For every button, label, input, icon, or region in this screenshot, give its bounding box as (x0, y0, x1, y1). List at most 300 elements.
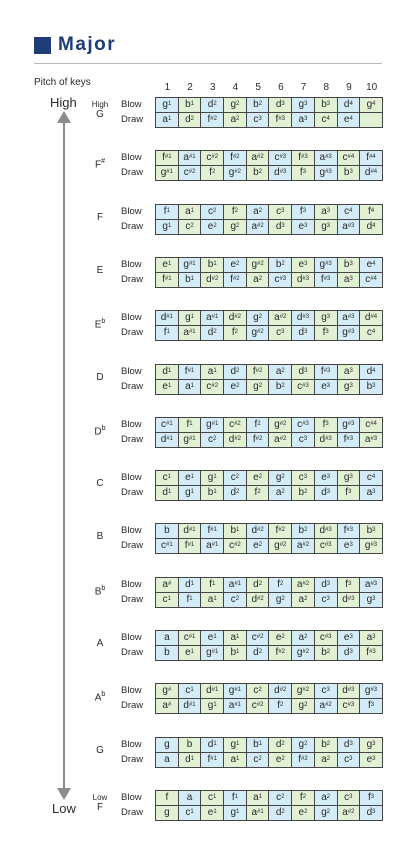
draw-note-cell: $a^{\#3}$ (360, 433, 383, 448)
draw-note-cell: $a^2$ (269, 486, 292, 501)
blow-label: Blow (121, 365, 142, 377)
draw-note-cell: $f^1$ (156, 326, 179, 341)
draw-note-cell: $d^1$ (179, 753, 202, 768)
blow-label: Blow (121, 258, 142, 270)
blow-note-cell: $g^1$ (224, 738, 247, 753)
blow-note-cell: $f^3$ (338, 578, 361, 593)
blow-note-cell: $g^3$ (338, 471, 361, 486)
blow-note-cell: $f^{\#2}$ (269, 524, 292, 539)
draw-note-cell: $c^{\#2}$ (247, 699, 270, 714)
key-letter: F (94, 159, 102, 171)
draw-note-cell: $e^3$ (360, 753, 383, 768)
pitch-of-keys-label: Pitch of keys (34, 77, 91, 88)
blow-note-cell: $a^1$ (201, 365, 224, 380)
draw-note-cell: $d^2$ (201, 326, 224, 341)
hole-number: 9 (346, 82, 352, 93)
low-label: Low (52, 801, 76, 816)
draw-note-cell (360, 113, 383, 128)
blow-note-cell: b (179, 738, 202, 753)
draw-note-cell: $f^{\#3}$ (269, 113, 292, 128)
key-name (82, 158, 118, 170)
key-row (0, 630, 416, 660)
key-name (82, 745, 118, 756)
key-name (82, 265, 118, 276)
blow-note-cell: $d^{\#1}$ (179, 524, 202, 539)
key-letter: B (94, 586, 102, 598)
blow-note-cell: $e^1$ (201, 631, 224, 646)
blow-note-cell: $d^3$ (292, 365, 315, 380)
key-name (82, 425, 118, 437)
draw-note-cell: $f^1$ (179, 593, 202, 608)
draw-note-cell: $c^2$ (179, 220, 202, 235)
draw-note-cell: $f^{\#1}$ (179, 539, 202, 554)
blow-note-cell: $g^{\#3}$ (315, 258, 338, 273)
blow-note-cell: $d^2$ (201, 98, 224, 113)
key-letter: F (96, 211, 104, 223)
blow-note-cell: $f^2$ (269, 578, 292, 593)
note-grid (155, 150, 383, 181)
blow-note-cell: $c^3$ (292, 471, 315, 486)
draw-label: Draw (121, 753, 144, 765)
draw-note-cell: $d^{\#2}$ (247, 593, 270, 608)
draw-note-cell: $c^3$ (247, 113, 270, 128)
key-row (0, 577, 416, 607)
note-grid (155, 737, 383, 768)
blow-note-cell: $a^{\#2}$ (269, 311, 292, 326)
draw-note-cell: $c^4$ (315, 113, 338, 128)
key-name (82, 109, 118, 120)
draw-label: Draw (121, 700, 144, 712)
blow-note-cell: $c^{\#2}$ (201, 151, 224, 166)
blow-note-cell: $b^3$ (338, 258, 361, 273)
draw-note-cell: $f^{\#3}$ (315, 273, 338, 288)
draw-note-cell: $b^1$ (201, 486, 224, 501)
key-accidental: b (101, 424, 106, 432)
draw-note-cell: $a^{\#1}$ (179, 326, 202, 341)
draw-note-cell: $g^3$ (315, 220, 338, 235)
draw-note-cell: $b^3$ (338, 166, 361, 181)
blow-note-cell: $d^4$ (338, 98, 361, 113)
blow-note-cell: $c^2$ (224, 471, 247, 486)
draw-note-cell: $g^{\#2}$ (269, 539, 292, 554)
blow-note-cell: a (179, 791, 202, 806)
blow-note-cell: $e^1$ (156, 258, 179, 273)
draw-note-cell: $d^{\#3}$ (338, 593, 361, 608)
key-name (82, 212, 118, 223)
draw-note-cell: $f^{\#2}$ (247, 433, 270, 448)
draw-note-cell: $f^3$ (360, 699, 383, 714)
blow-note-cell: $c^{\#3}$ (315, 631, 338, 646)
key-name (82, 638, 118, 649)
blow-note-cell: g (156, 738, 179, 753)
draw-note-cell: $d^{\#4}$ (360, 166, 383, 181)
hole-number: 8 (323, 82, 330, 93)
draw-label: Draw (121, 220, 144, 232)
draw-note-cell: $e^3$ (338, 539, 361, 554)
draw-note-cell: $c^2$ (224, 593, 247, 608)
draw-note-cell: $g^2$ (315, 806, 338, 821)
blow-label: Blow (121, 418, 142, 430)
key-name (82, 372, 118, 383)
blow-note-cell: $c^2$ (247, 684, 270, 699)
blow-note-cell: $b^3$ (315, 98, 338, 113)
blow-note-cell: $c^4$ (338, 205, 361, 220)
blow-note-cell: $a^2$ (269, 365, 292, 380)
draw-label: Draw (121, 593, 144, 605)
draw-note-cell: $f^{\#3}$ (338, 433, 361, 448)
blow-note-cell: f (156, 791, 179, 806)
key-row (0, 150, 416, 180)
note-grid (155, 790, 383, 821)
note-grid (155, 577, 383, 608)
blow-note-cell: $d^1$ (179, 578, 202, 593)
title-square-icon (34, 37, 51, 54)
key-row (0, 204, 416, 234)
draw-label: Draw (121, 433, 144, 445)
draw-note-cell: $b^2$ (315, 646, 338, 661)
blow-label: Blow (121, 312, 142, 324)
blow-note-cell: $g^{\#1}$ (201, 418, 224, 433)
blow-note-cell: $f^1$ (201, 578, 224, 593)
hole-number: 1 (164, 82, 171, 93)
draw-note-cell: g (156, 806, 179, 821)
draw-label: Draw (121, 647, 144, 658)
blow-note-cell: $f^{\#1}$ (156, 151, 179, 166)
draw-note-cell: $g^2$ (224, 220, 247, 235)
draw-note-cell: $c^{\#3}$ (292, 380, 315, 395)
draw-note-cell: $d^{\#3}$ (315, 433, 338, 448)
blow-note-cell: $a^2$ (247, 205, 270, 220)
blow-note-cell: $g^3$ (292, 98, 315, 113)
blow-label: Blow (121, 205, 142, 217)
blow-note-cell: $f^{\#3}$ (292, 151, 315, 166)
blow-note-cell: $f^4$ (360, 205, 383, 220)
blow-note-cell: $f^2$ (224, 205, 247, 220)
draw-note-cell: $d^3$ (269, 220, 292, 235)
note-grid (155, 470, 383, 501)
draw-note-cell: $g^{\#2}$ (224, 166, 247, 181)
draw-note-cell: $c^{\#2}$ (201, 380, 224, 395)
key-letter: D (96, 371, 104, 383)
blow-note-cell: $c^1$ (201, 791, 224, 806)
hole-number: 10 (366, 82, 378, 93)
draw-note-cell: $d^4$ (360, 220, 383, 235)
blow-note-cell: $c^{\#1}$ (179, 631, 202, 646)
draw-note-cell: $g^{\#3}$ (338, 326, 361, 341)
draw-note-cell: $d^{\#3}$ (269, 166, 292, 181)
blow-note-cell: $c^{\#4}$ (360, 418, 383, 433)
draw-note-cell: $a^{\#3}$ (338, 220, 361, 235)
blow-note-cell: a# (156, 578, 179, 593)
blow-note-cell: $d^1$ (156, 365, 179, 380)
draw-label: Draw (121, 487, 144, 499)
blow-note-cell: $g^{\#2}$ (292, 684, 315, 699)
blow-note-cell: $d^{\#1}$ (156, 311, 179, 326)
draw-note-cell: $e^2$ (201, 220, 224, 235)
draw-note-cell: $g^{\#1}$ (201, 646, 224, 661)
draw-note-cell: $d^3$ (338, 646, 361, 661)
key-row (0, 790, 416, 820)
blow-note-cell: $b^2$ (315, 738, 338, 753)
draw-note-cell: $a^{\#1}$ (201, 539, 224, 554)
key-letter: A (94, 692, 102, 704)
key-range-label: High (91, 100, 109, 109)
key-accidental: b (101, 318, 106, 326)
blow-note-cell: $a^2$ (315, 791, 338, 806)
draw-note-cell: $d^1$ (156, 486, 179, 501)
blow-note-cell: $a^3$ (338, 365, 361, 380)
draw-note-cell: $g^3$ (338, 380, 361, 395)
blow-note-cell: a (156, 631, 179, 646)
draw-note-cell: $d^2$ (269, 806, 292, 821)
draw-note-cell: $e^3$ (315, 380, 338, 395)
draw-note-cell: $e^3$ (292, 220, 315, 235)
blow-note-cell: $c^2$ (269, 791, 292, 806)
draw-note-cell: $e^1$ (156, 380, 179, 395)
draw-note-cell: $c^{\#2}$ (179, 166, 202, 181)
key-row (0, 523, 416, 553)
draw-note-cell: $a^1$ (224, 753, 247, 768)
draw-note-cell: $g^1$ (156, 220, 179, 235)
draw-note-cell: $d^{\#1}$ (156, 433, 179, 448)
blow-label: Blow (121, 578, 142, 590)
draw-note-cell: a (156, 753, 179, 768)
blow-note-cell: $e^3$ (338, 631, 361, 646)
blow-note-cell: $e^2$ (269, 631, 292, 646)
draw-note-cell: $c^2$ (247, 753, 270, 768)
blow-note-cell: $b^1$ (247, 738, 270, 753)
note-grid (155, 257, 383, 288)
draw-note-cell: $d^2$ (179, 113, 202, 128)
draw-note-cell: $a^2$ (315, 753, 338, 768)
draw-note-cell: $d^2$ (247, 646, 270, 661)
blow-note-cell: $d^{\#4}$ (360, 311, 383, 326)
note-grid (155, 683, 383, 714)
blow-note-cell: $f^{\#4}$ (360, 151, 383, 166)
draw-note-cell: $e^4$ (338, 113, 361, 128)
blow-label: Blow (121, 791, 142, 803)
draw-note-cell: $e^2$ (224, 380, 247, 395)
draw-note-cell: $a^{\#2}$ (269, 433, 292, 448)
blow-note-cell: $g^2$ (269, 471, 292, 486)
draw-note-cell: $a^{\#1}$ (247, 806, 270, 821)
draw-note-cell: $a^{\#2}$ (315, 699, 338, 714)
blow-note-cell: $f^1$ (224, 791, 247, 806)
draw-note-cell: $g^{\#3}$ (360, 539, 383, 554)
blow-note-cell: $c^2$ (201, 205, 224, 220)
key-letter: F (96, 801, 104, 813)
draw-note-cell: $a^2$ (224, 113, 247, 128)
blow-note-cell: $d^3$ (269, 98, 292, 113)
blow-note-cell: $f^{\#2}$ (247, 365, 270, 380)
draw-note-cell: $g^1$ (224, 806, 247, 821)
blow-note-cell: $f^2$ (247, 418, 270, 433)
draw-note-cell: $c^{\#1}$ (156, 539, 179, 554)
draw-note-cell: $g^1$ (179, 486, 202, 501)
note-grid (155, 97, 383, 128)
blow-note-cell: $b^1$ (224, 524, 247, 539)
hole-number: 3 (209, 82, 216, 93)
draw-note-cell: $f^2$ (247, 486, 270, 501)
key-range-label: Low (92, 792, 108, 802)
key-row (0, 257, 416, 287)
blow-note-cell: $g^{\#2}$ (247, 258, 270, 273)
blow-note-cell: $g^3$ (315, 311, 338, 326)
draw-note-cell: $c^1$ (179, 806, 202, 821)
blow-note-cell: $f^3$ (315, 418, 338, 433)
draw-note-cell: $b^2$ (269, 380, 292, 395)
draw-label: Draw (121, 806, 144, 818)
blow-note-cell: $c^3$ (338, 791, 361, 806)
blow-note-cell: $d^{\#2}$ (269, 684, 292, 699)
blow-note-cell: $b^1$ (201, 258, 224, 273)
draw-note-cell: $g^2$ (292, 699, 315, 714)
draw-note-cell: $c^3$ (315, 593, 338, 608)
blow-note-cell: $c^1$ (179, 684, 202, 699)
blow-note-cell: $a^1$ (224, 631, 247, 646)
draw-note-cell: $c^{\#3}$ (315, 539, 338, 554)
draw-note-cell: $f^{\#2}$ (201, 113, 224, 128)
draw-note-cell: $e^2$ (292, 806, 315, 821)
blow-note-cell: $c^{\#3}$ (292, 418, 315, 433)
blow-note-cell: $e^1$ (179, 471, 202, 486)
blow-note-cell: $a^{\#3}$ (315, 151, 338, 166)
hole-number: 4 (232, 82, 239, 93)
draw-note-cell: $g^{\#3}$ (315, 166, 338, 181)
blow-note-cell: $f^{\#3}$ (338, 524, 361, 539)
draw-note-cell: $a^3$ (292, 113, 315, 128)
page-title: Major (58, 34, 117, 55)
blow-note-cell: $a^3$ (360, 631, 383, 646)
key-accidental: b (101, 691, 106, 699)
key-name (82, 691, 118, 703)
blow-note-cell: $a^{\#1}$ (179, 151, 202, 166)
blow-label: Blow (121, 525, 142, 537)
draw-note-cell: $f^2$ (269, 699, 292, 714)
draw-note-cell: $f^{\#2}$ (269, 646, 292, 661)
blow-note-cell: $f^2$ (292, 791, 315, 806)
key-name (82, 531, 118, 542)
draw-note-cell: $a^{\#1}$ (224, 699, 247, 714)
blow-label: Blow (121, 472, 142, 484)
key-row (0, 737, 416, 767)
key-row (0, 364, 416, 394)
blow-note-cell: $d^1$ (201, 738, 224, 753)
key-row (0, 470, 416, 500)
key-letter: G (96, 109, 104, 120)
draw-note-cell: $c^1$ (156, 593, 179, 608)
blow-note-cell: $d^{\#3}$ (292, 311, 315, 326)
blow-note-cell: $f^{\#2}$ (224, 151, 247, 166)
blow-note-cell: $c^{\#1}$ (156, 418, 179, 433)
title-divider (34, 63, 382, 64)
draw-note-cell: $c^{\#3}$ (269, 273, 292, 288)
key-accidental: # (101, 158, 105, 166)
blow-label: Blow (121, 685, 142, 697)
key-letter: B (96, 531, 104, 543)
blow-note-cell: $g^1$ (179, 311, 202, 326)
blow-note-cell: $e^3$ (292, 258, 315, 273)
draw-note-cell: $d^{\#2}$ (201, 273, 224, 288)
blow-note-cell: $d^2$ (224, 365, 247, 380)
draw-note-cell: $b^3$ (360, 380, 383, 395)
draw-note-cell: $f^3$ (338, 486, 361, 501)
blow-note-cell: $d^3$ (338, 738, 361, 753)
draw-note-cell: $a^1$ (201, 593, 224, 608)
key-name (82, 478, 118, 489)
draw-note-cell: $g^2$ (247, 380, 270, 395)
blow-note-cell: $a^{\#1}$ (201, 311, 224, 326)
blow-note-cell: $g^{\#1}$ (224, 684, 247, 699)
key-name (82, 802, 118, 813)
blow-note-cell: $b^1$ (179, 98, 202, 113)
key-letter: A (96, 638, 104, 649)
blow-note-cell: $b^2$ (292, 524, 315, 539)
draw-label: Draw (121, 273, 144, 285)
draw-note-cell: $d^3$ (360, 806, 383, 821)
draw-note-cell: $c^4$ (360, 326, 383, 341)
blow-note-cell: $e^2$ (247, 471, 270, 486)
draw-note-cell: $g^{\#2}$ (292, 646, 315, 661)
blow-note-cell: $g^2$ (224, 98, 247, 113)
key-letter: C (96, 478, 104, 490)
blow-note-cell: $d^{\#3}$ (338, 684, 361, 699)
blow-note-cell: $g^{\#3}$ (360, 684, 383, 699)
draw-label: Draw (121, 167, 144, 179)
hole-number: 5 (255, 82, 261, 93)
draw-note-cell: $b^1$ (224, 646, 247, 661)
draw-note-cell: $a^1$ (156, 113, 179, 128)
draw-note-cell: $e^1$ (201, 806, 224, 821)
blow-note-cell: $a^1$ (179, 205, 202, 220)
blow-note-cell: $f^1$ (156, 205, 179, 220)
key-row (0, 97, 416, 127)
draw-note-cell: $a^{\#2}$ (292, 539, 315, 554)
draw-note-cell: $d^{\#3}$ (292, 273, 315, 288)
blow-note-cell: $d^{\#1}$ (201, 684, 224, 699)
draw-note-cell: $a^{\#2}$ (247, 220, 270, 235)
key-letter: D (94, 426, 102, 438)
draw-note-cell: $c^{\#4}$ (360, 273, 383, 288)
draw-note-cell: $f^{\#1}$ (156, 273, 179, 288)
blow-note-cell: $g^3$ (360, 738, 383, 753)
blow-note-cell: b (156, 524, 179, 539)
blow-note-cell: $g^2$ (292, 738, 315, 753)
blow-note-cell: $a^3$ (315, 205, 338, 220)
blow-note-cell: $f^{\#1}$ (179, 365, 202, 380)
draw-note-cell: $g^2$ (269, 593, 292, 608)
blow-note-cell: $c^4$ (360, 471, 383, 486)
draw-label: Draw (121, 327, 144, 339)
note-grid (155, 523, 383, 554)
draw-note-cell: $c^{\#3}$ (338, 699, 361, 714)
blow-note-cell: $c^{\#3}$ (269, 151, 292, 166)
draw-note-cell: $c^3$ (269, 326, 292, 341)
draw-note-cell: $b^2$ (247, 166, 270, 181)
note-grid (155, 204, 383, 235)
blow-note-cell: $f^{\#3}$ (315, 365, 338, 380)
blow-note-cell: $c^3$ (269, 205, 292, 220)
draw-note-cell: $c^3$ (338, 753, 361, 768)
draw-note-cell: $a^2$ (292, 593, 315, 608)
note-grid (155, 364, 383, 395)
draw-note-cell: $d^{\#1}$ (179, 699, 202, 714)
blow-note-cell: $f^1$ (179, 418, 202, 433)
key-row (0, 683, 416, 713)
draw-note-cell: a# (156, 699, 179, 714)
draw-note-cell: $d^{\#2}$ (224, 433, 247, 448)
high-label: High (50, 95, 77, 110)
